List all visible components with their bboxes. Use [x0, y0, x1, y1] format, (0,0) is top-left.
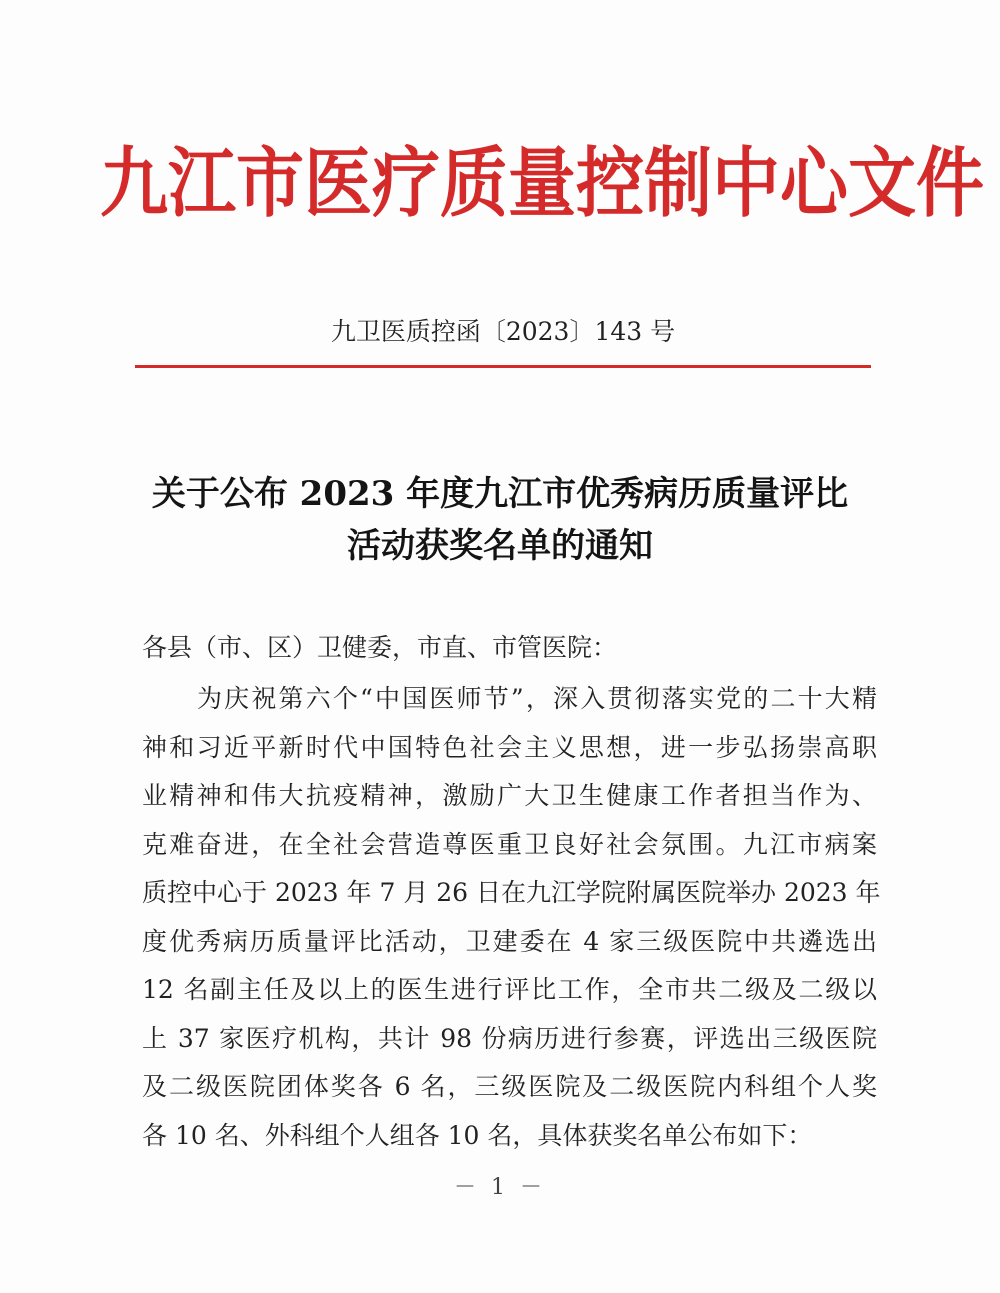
body-line: 神和习近平新时代中国特色社会主义思想，进一步弘扬崇高职	[142, 732, 877, 762]
document-number: 九卫医质控函〔2023〕143 号	[330, 317, 676, 346]
body-line: 质控中心于 2023 年 7 月 26 日在九江学院附属医院举办 2023 年	[142, 878, 881, 907]
notice-title	[120, 468, 880, 572]
page-number: － 1 －	[454, 1175, 546, 1200]
notice-title-line-1: 关于公布 2023 年度九江市优秀病历质量评比	[151, 474, 849, 514]
body-line: 克难奋进，在全社会营造尊医重卫良好社会氛围。九江市病案	[142, 829, 877, 859]
body-line: 12 名副主任及以上的医生进行评比工作，全市共二级及二级以	[142, 975, 877, 1004]
body-line: 上 37 家医疗机构，共计 98 份病历进行参赛，评选出三级医院	[142, 1023, 877, 1053]
salutation: 各县（市、区）卫健委，市直、市管医院：	[142, 633, 618, 662]
letterhead-title: 九江市医疗质量控制中心文件	[100, 138, 985, 229]
body-line: 及二级医院团体奖各 6 名，三级医院及二级医院内科组个人奖	[142, 1072, 877, 1101]
body-line: 为庆祝第六个“中国医师节”，深入贯彻落实党的二十大精	[197, 684, 877, 713]
red-divider-line	[135, 365, 871, 368]
body-line: 各 10 名、外科组个人组各 10 名，具体获奖名单公布如下：	[142, 1120, 813, 1150]
body-paragraph	[142, 675, 881, 1160]
notice-title-line-2: 活动获奖名单的通知	[347, 526, 653, 566]
body-line: 度优秀病历质量评比活动，卫建委在 4 家三级医院中共遴选出	[142, 926, 877, 956]
body-line: 业精神和伟大抗疫精神，激励广大卫生健康工作者担当作为、	[142, 781, 877, 810]
